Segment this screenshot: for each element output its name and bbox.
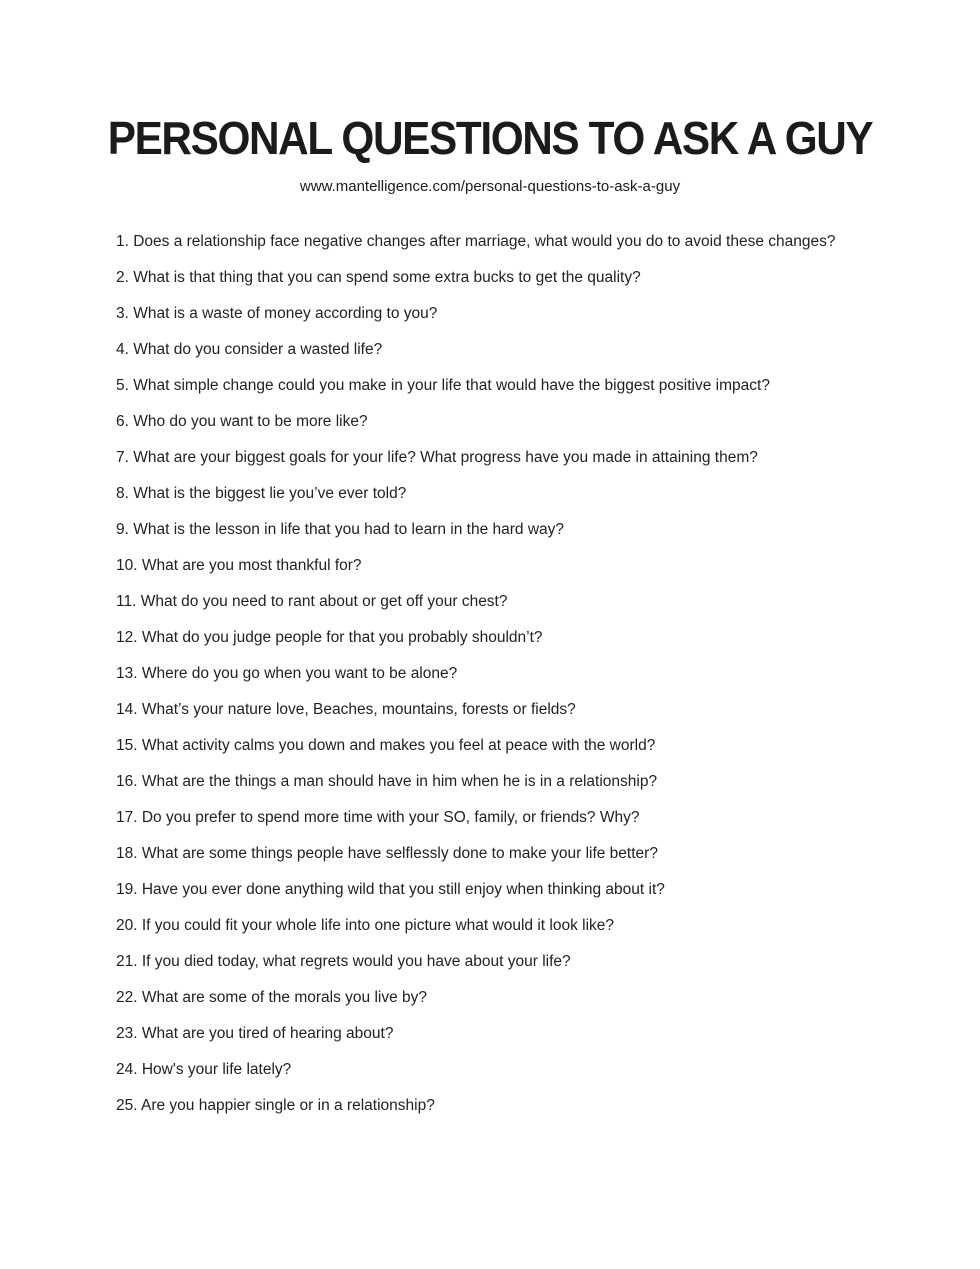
page-title: PERSONAL QUESTIONS TO ASK A GUY [107,112,873,164]
question-item: 18. What are some things people have selflessly done to make your life better? [116,844,658,862]
question-item: 11. What do you need to rant about or get off your chest? [116,592,508,610]
question-item: 23. What are you tired of hearing about? [116,1024,394,1042]
question-item: 24. How's your life lately? [116,1060,292,1078]
question-item: 13. Where do you go when you want to be alone? [116,664,458,682]
question-item: 22. What are some of the morals you live by? [116,988,428,1006]
question-item: 8. What is the biggest lie you’ve ever told? [116,484,407,502]
question-item: 7. What are your biggest goals for your life? What progress have you made in attaining them? [116,448,758,466]
question-item: 2. What is that thing that you can spend some extra bucks to get the quality? [116,268,641,286]
question-item: 12. What do you judge people for that you probably shouldn’t? [116,628,543,646]
question-item: 6. Who do you want to be more like? [116,412,368,430]
question-item: 5. What simple change could you make in your life that would have the biggest positive impact? [116,376,770,394]
source-url: www.mantelligence.com/personal-questions-to-ask-a-guy [299,177,681,195]
question-item: 15. What activity calms you down and makes you feel at peace with the world? [116,736,656,754]
question-item: 20. If you could fit your whole life into one picture what would it look like? [116,916,614,934]
question-item: 10. What are you most thankful for? [116,556,362,574]
question-item: 25. Are you happier single or in a relationship? [116,1096,435,1114]
question-item: 17. Do you prefer to spend more time with your SO, family, or friends? Why? [116,808,640,826]
question-item: 9. What is the lesson in life that you had to learn in the hard way? [116,520,565,538]
question-item: 1. Does a relationship face negative changes after marriage, what would you do to avoid these changes? [116,232,836,250]
question-item: 21. If you died today, what regrets would you have about your life? [116,952,571,970]
question-item: 16. What are the things a man should have in him when he is in a relationship? [116,772,658,790]
question-item: 14. What’s your nature love, Beaches, mountains, forests or fields? [116,700,576,718]
question-item: 4. What do you consider a wasted life? [116,340,383,358]
question-item: 3. What is a waste of money according to you? [116,304,438,322]
question-list [0,224,980,1124]
question-item: 19. Have you ever done anything wild that you still enjoy when thinking about it? [116,880,665,898]
